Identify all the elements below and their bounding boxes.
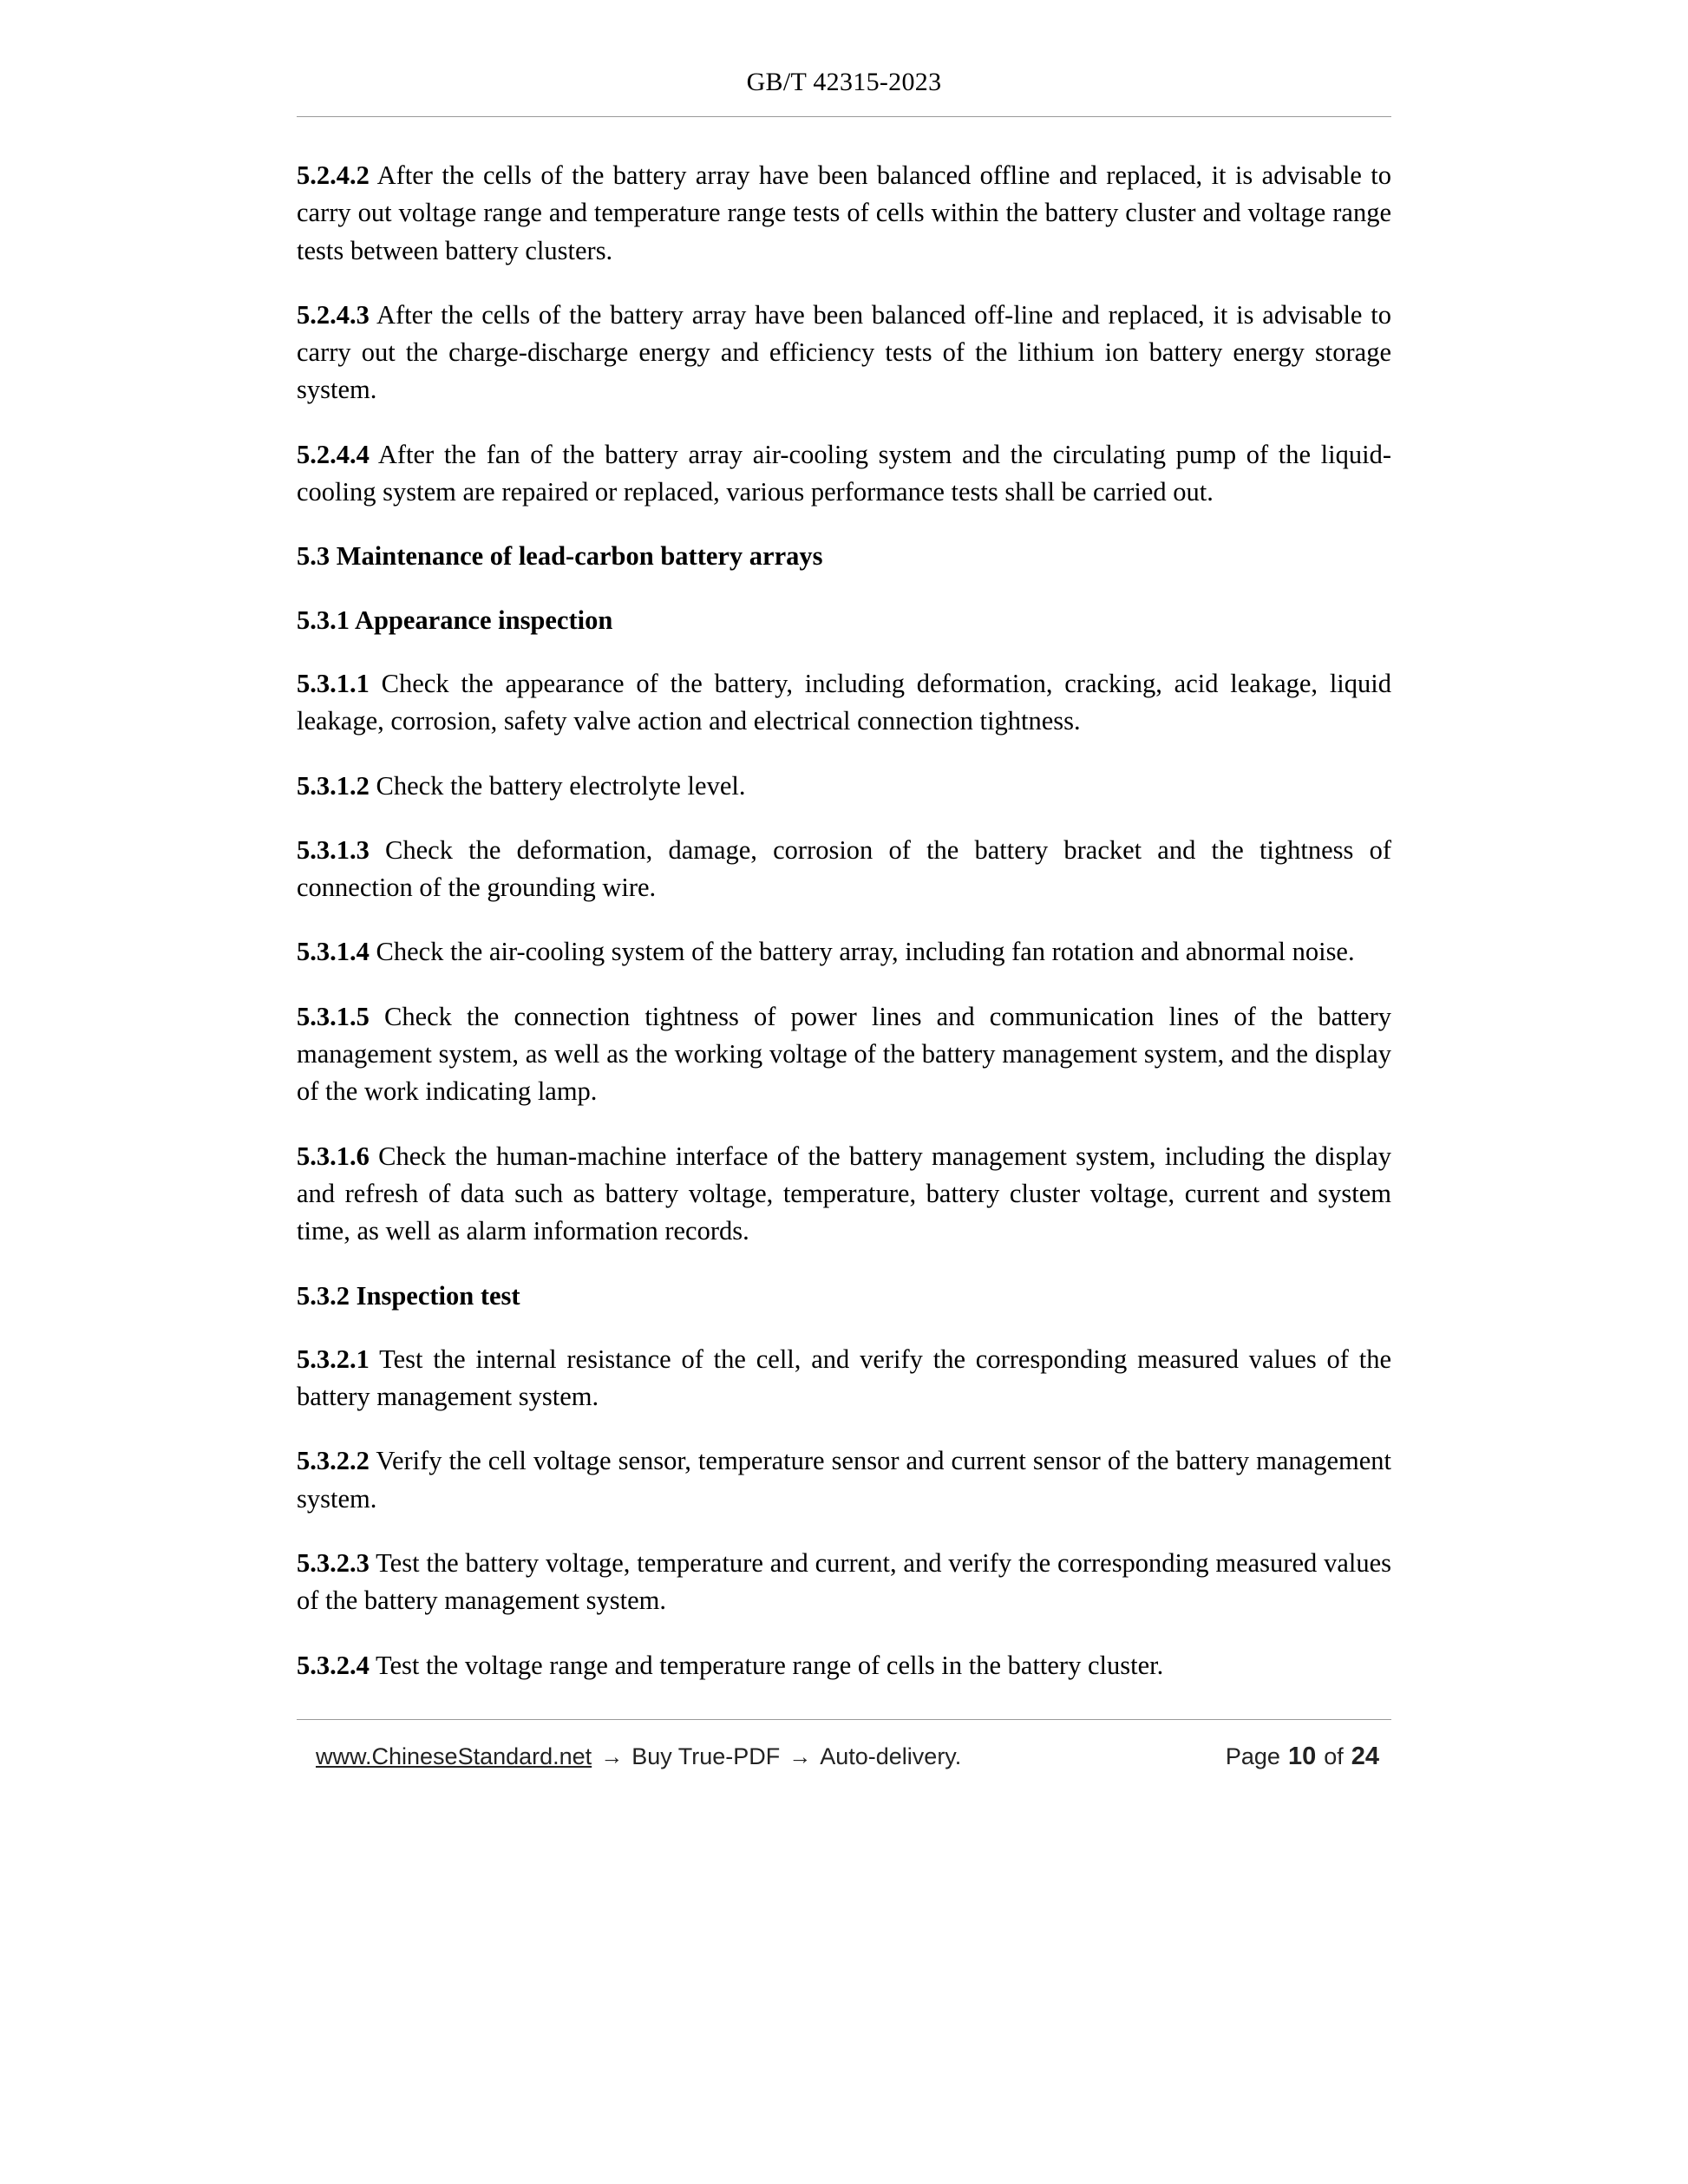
arrow-right-icon: → xyxy=(788,1743,812,1769)
clause-text: After the cells of the battery array have been balanced off-line and replaced, it is advisable to carry out the charge-discharge energy and efficiency tests of the lithium ion battery energy storage system. xyxy=(297,299,1391,405)
clause-text: Test the internal resistance of the cell, and verify the corresponding measured values of the battery management system. xyxy=(297,1344,1391,1412)
clause-number: 5.3.2.3 xyxy=(297,1548,370,1579)
page-label: Page xyxy=(1225,1743,1280,1769)
clause-text: Test the battery voltage, temperature and current, and verify the corresponding measured values of the battery management system. xyxy=(297,1548,1391,1616)
clause-paragraph xyxy=(297,297,1391,409)
clause-text: Check the air-cooling system of the battery array, including fan rotation and abnormal noise. xyxy=(369,937,1355,967)
clause-text: Check the appearance of the battery, including deformation, cracking, acid leakage, liquid leakage, corrosion, safety valve action and electrical connection tightness. xyxy=(297,668,1391,736)
delivery-label: Auto-delivery. xyxy=(820,1743,962,1769)
clause-paragraph xyxy=(297,768,1391,805)
clause-text: After the fan of the battery array air-cooling system and the circulating pump of the liquid-cooling system are repaired or replaced, various performance tests shall be carried out. xyxy=(297,439,1391,507)
clause-paragraph xyxy=(297,1545,1391,1620)
clause-number: 5.2.4.4 xyxy=(297,439,370,469)
clause-number: 5.3.2.4 xyxy=(297,1650,370,1680)
arrow-right-icon: → xyxy=(600,1743,624,1769)
clause-paragraph xyxy=(297,157,1391,270)
clause-number: 5.3.1.4 xyxy=(297,937,370,967)
clause-text: Check the connection tightness of power lines and communication lines of the battery management system, as well as the working voltage of the battery management system, and the display of the work indicating lamp. xyxy=(297,1001,1391,1107)
document-content xyxy=(297,117,1391,1684)
clause-number: 5.3.1.6 xyxy=(297,1141,370,1171)
clause-text: After the cells of the battery array have been balanced offline and replaced, it is advisable to carry out voltage range and temperature range tests of cells within the battery cluster and voltage range tests between battery clusters. xyxy=(297,160,1391,265)
clause-paragraph xyxy=(297,1442,1391,1518)
clause-number: 5.3.1.2 xyxy=(297,770,370,801)
website-link[interactable]: www.ChineseStandard.net xyxy=(316,1743,592,1769)
clause-text: Check the deformation, damage, corrosion of the battery bracket and the tightness of connection of the grounding wire. xyxy=(297,834,1391,903)
clause-text: Check the human-machine interface of the battery management system, including the display and refresh of data such as battery voltage, temperature, battery cluster voltage, current and system time, as well as alarm information records. xyxy=(297,1141,1391,1246)
of-label: of xyxy=(1324,1743,1344,1769)
clause-paragraph xyxy=(297,933,1391,971)
section-heading-5-3-1: 5.3.1 Appearance inspection xyxy=(297,605,613,635)
standard-id: GB/T 42315-2023 xyxy=(746,68,942,96)
clause-paragraph xyxy=(297,832,1391,907)
total-pages: 24 xyxy=(1351,1742,1379,1770)
clause-number: 5.3.1.5 xyxy=(297,1001,370,1031)
footer-promo xyxy=(316,1743,961,1770)
page-header xyxy=(0,0,1688,117)
clause-number: 5.3.1.3 xyxy=(297,834,370,865)
page-footer xyxy=(297,1684,1391,1771)
page-number: 10 xyxy=(1287,1742,1317,1770)
clause-text: Check the battery electrolyte level. xyxy=(369,770,746,801)
clause-number: 5.3.2.1 xyxy=(297,1344,370,1374)
clause-paragraph xyxy=(297,1341,1391,1416)
clause-number: 5.2.4.2 xyxy=(297,160,370,190)
page-indicator xyxy=(1226,1743,1379,1771)
clause-number: 5.2.4.3 xyxy=(297,299,370,330)
clause-text: Verify the cell voltage sensor, temperature sensor and current sensor of the battery management system. xyxy=(297,1446,1391,1514)
clause-paragraph xyxy=(297,1138,1391,1251)
clause-number: 5.3.2.2 xyxy=(297,1446,370,1476)
clause-text: Test the voltage range and temperature range of cells in the battery cluster. xyxy=(369,1650,1164,1680)
clause-paragraph xyxy=(297,665,1391,741)
clause-paragraph xyxy=(297,998,1391,1111)
clause-number: 5.3.1.1 xyxy=(297,668,370,698)
buy-label: Buy True-PDF xyxy=(631,1743,781,1769)
section-heading-5-3: 5.3 Maintenance of lead-carbon battery arrays xyxy=(297,541,823,572)
section-heading-5-3-2: 5.3.2 Inspection test xyxy=(297,1280,520,1311)
clause-paragraph xyxy=(297,436,1391,512)
clause-paragraph xyxy=(297,1647,1391,1684)
